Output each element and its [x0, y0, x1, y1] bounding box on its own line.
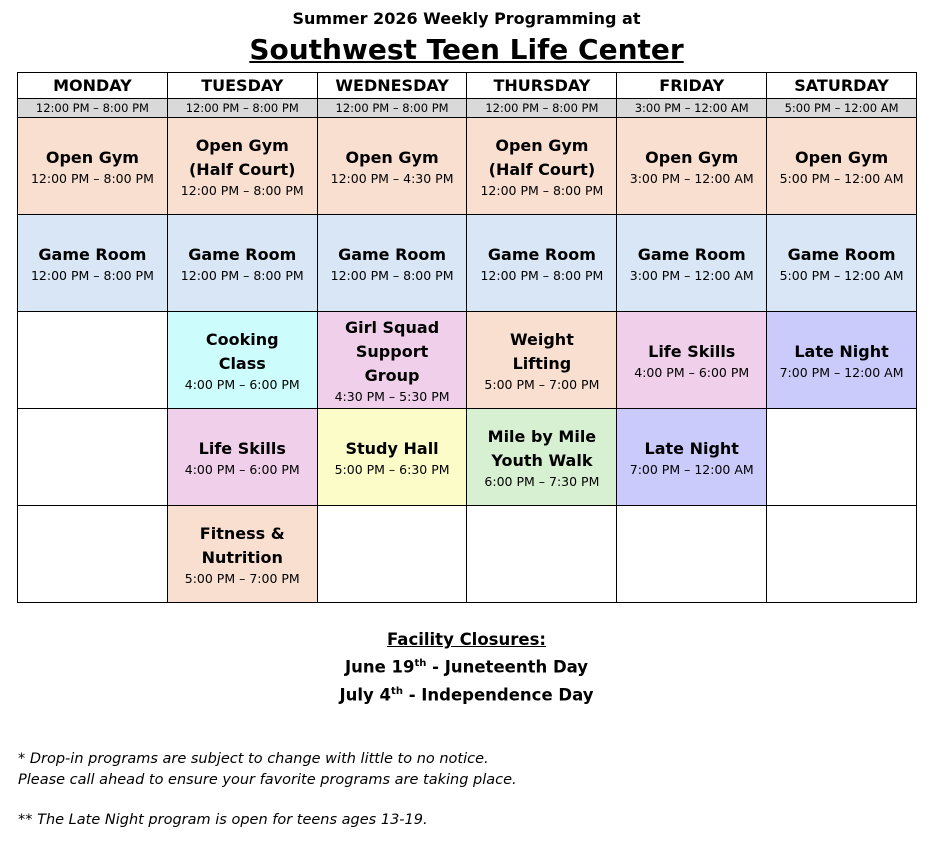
day-name: WEDNESDAY — [317, 73, 467, 99]
note-line: * Drop-in programs are subject to change with little to no notice. — [18, 751, 489, 767]
program-name: Open Gym (Half Court) — [488, 135, 596, 179]
day-hours: 12:00 PM – 8:00 PM — [317, 99, 467, 118]
program-time: 12:00 PM – 8:00 PM — [30, 170, 154, 186]
program-cell — [467, 409, 617, 506]
program-time: 12:00 PM – 8:00 PM — [180, 267, 304, 283]
program-cell — [167, 312, 317, 409]
program-name: Game Room — [487, 244, 596, 264]
program-row — [18, 409, 917, 506]
program-time: 4:00 PM – 6:00 PM — [184, 461, 300, 477]
day-hours: 12:00 PM – 8:00 PM — [18, 99, 168, 118]
program-time: 12:00 PM – 4:30 PM — [330, 170, 454, 186]
closure-date: July 4 — [339, 685, 392, 704]
program-time: 5:00 PM – 6:30 PM — [334, 461, 450, 477]
program-cell — [18, 118, 168, 215]
program-cell — [617, 215, 767, 312]
late-night-note: ** The Late Night program is open for teens ages 13-19. — [18, 812, 428, 828]
program-name: Late Night — [644, 438, 739, 458]
program-time: 12:00 PM – 8:00 PM — [30, 267, 154, 283]
day-name: SATURDAY — [767, 73, 917, 99]
empty-cell — [767, 409, 917, 506]
program-cell — [767, 215, 917, 312]
program-name: Study Hall — [345, 438, 439, 458]
program-cell — [167, 506, 317, 603]
program-cell — [317, 312, 467, 409]
program-name: Girl Squad Support Group — [344, 317, 440, 385]
program-time: 5:00 PM – 7:00 PM — [184, 570, 300, 586]
program-cell — [467, 312, 617, 409]
program-time: 12:00 PM – 8:00 PM — [330, 267, 454, 283]
program-cell — [617, 409, 767, 506]
closure-label: - Juneteenth Day — [426, 657, 589, 677]
empty-cell — [317, 506, 467, 603]
day-hours: 12:00 PM – 8:00 PM — [467, 99, 617, 118]
program-cell — [317, 215, 467, 312]
program-name: Open Gym — [645, 147, 739, 167]
day-name: TUESDAY — [167, 73, 317, 99]
header-subtitle: Summer 2026 Weekly Programming at — [292, 9, 641, 28]
program-time: 5:00 PM – 7:00 PM — [484, 376, 600, 392]
program-time: 7:00 PM – 12:00 AM — [779, 364, 904, 380]
program-name: Late Night — [794, 341, 889, 361]
program-time: 4:30 PM – 5:30 PM — [334, 388, 450, 404]
program-name: Open Gym — [345, 147, 439, 167]
program-name: Fitness & Nutrition — [199, 523, 285, 567]
program-time: 3:00 PM – 12:00 AM — [629, 267, 754, 283]
program-name: Cooking Class — [205, 329, 279, 373]
program-name: Open Gym — [795, 147, 889, 167]
program-row — [18, 215, 917, 312]
program-time: 12:00 PM – 8:00 PM — [480, 182, 604, 198]
program-cell — [317, 118, 467, 215]
closures-heading: Facility Closures: — [387, 630, 546, 649]
day-name: MONDAY — [18, 73, 168, 99]
program-name: Game Room — [188, 244, 297, 264]
program-name: Game Room — [787, 244, 896, 264]
program-time: 6:00 PM – 7:30 PM — [484, 473, 600, 489]
program-name: Weight Lifting — [509, 329, 574, 373]
program-cell — [617, 118, 767, 215]
program-name: Life Skills — [198, 438, 286, 458]
program-row — [18, 506, 917, 603]
empty-cell — [18, 409, 168, 506]
closure-label: - Independence Day — [402, 685, 594, 704]
program-cell — [167, 215, 317, 312]
program-time: 5:00 PM – 12:00 AM — [779, 267, 904, 283]
day-name: FRIDAY — [617, 73, 767, 99]
program-time: 4:00 PM – 6:00 PM — [184, 376, 300, 392]
day-hours: 5:00 PM – 12:00 AM — [767, 99, 917, 118]
program-name: Game Room — [38, 244, 147, 264]
program-cell — [467, 215, 617, 312]
empty-cell — [617, 506, 767, 603]
closure-date-suffix: th — [414, 658, 427, 669]
empty-cell — [767, 506, 917, 603]
empty-cell — [18, 506, 168, 603]
program-time: 4:00 PM – 6:00 PM — [634, 364, 750, 380]
program-cell — [18, 215, 168, 312]
closure-date-suffix: th — [391, 685, 403, 697]
program-time: 12:00 PM – 8:00 PM — [480, 267, 604, 283]
program-cell — [167, 409, 317, 506]
program-name: Life Skills — [648, 341, 736, 361]
empty-cell — [467, 506, 617, 603]
facility-closures — [0, 628, 933, 707]
program-name: Open Gym — [45, 147, 139, 167]
program-name: Game Room — [637, 244, 746, 264]
program-cell — [767, 312, 917, 409]
program-cell — [617, 312, 767, 409]
day-hours: 12:00 PM – 8:00 PM — [167, 99, 317, 118]
closure-item — [0, 652, 933, 680]
schedule-table — [17, 72, 917, 603]
closure-item — [0, 680, 933, 708]
program-row — [18, 118, 917, 215]
program-time: 5:00 PM – 12:00 AM — [779, 170, 904, 186]
note-line: Please call ahead to ensure your favorite programs are taking place. — [18, 772, 517, 788]
day-header-row — [18, 73, 917, 99]
page-title: Southwest Teen Life Center — [249, 33, 684, 66]
disclaimer-note — [18, 749, 517, 791]
day-hours-row — [18, 99, 917, 118]
program-time: 3:00 PM – 12:00 AM — [629, 170, 754, 186]
program-name: Open Gym (Half Court) — [188, 135, 296, 179]
program-row — [18, 312, 917, 409]
program-name: Game Room — [338, 244, 447, 264]
program-time: 7:00 PM – 12:00 AM — [629, 461, 754, 477]
day-hours: 3:00 PM – 12:00 AM — [617, 99, 767, 118]
program-cell — [317, 409, 467, 506]
program-name: Mile by Mile Youth Walk — [487, 426, 597, 470]
program-cell — [467, 118, 617, 215]
empty-cell — [18, 312, 168, 409]
program-cell — [167, 118, 317, 215]
closure-date: June 19 — [344, 657, 415, 677]
program-cell — [767, 118, 917, 215]
program-time: 12:00 PM – 8:00 PM — [180, 182, 304, 198]
day-name: THURSDAY — [467, 73, 617, 99]
